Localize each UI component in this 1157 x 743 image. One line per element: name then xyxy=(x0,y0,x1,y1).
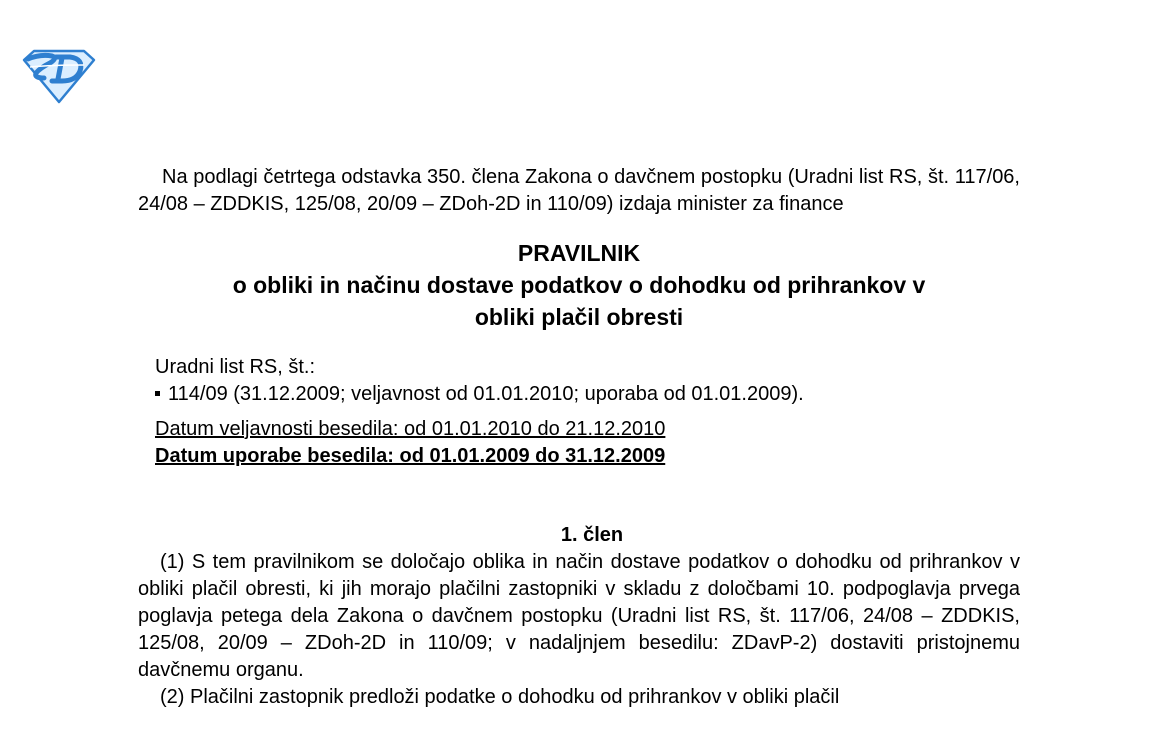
document-page xyxy=(138,164,1020,711)
gazette-item-text: 114/09 (31.12.2009; veljavnost od 01.01.2010; uporaba od 01.01.2009). xyxy=(168,383,804,405)
sd-logo-icon xyxy=(22,48,96,104)
gazette-section xyxy=(138,354,1020,408)
document-title xyxy=(138,237,1020,333)
intro-paragraph: Na podlagi četrtega odstavka 350. člena Zakona o davčnem postopku (Uradni list RS, št. 117/06, 24/08 – ZDDKIS, 125/08, 20/09 – ZDoh-2D in 110/09) izdaja minister za finance xyxy=(138,166,1020,215)
article-paragraph-1: (1) S tem pravilnikom se določajo oblika in način dostave podatkov o dohodku od prihrankov v obliki plačil obresti, ki jih morajo plačilni zastopniki v skladu z določbami 10. podpoglavja prvega poglavja petega dela Zakona o davčnem postopku (Uradni list RS, št. 117/06, 24/08 – ZDDKIS, 125/08, 20/09 – ZDoh-2D in 110/09; v nadaljnjem besedilu: ZDavP-2) dostaviti pristojnemu davčnemu organu. xyxy=(138,551,1020,681)
validity-date: Datum veljavnosti besedila: od 01.01.2010 do 21.12.2010 xyxy=(155,418,666,440)
title-line-1: PRAVILNIK xyxy=(517,240,641,266)
dates-section xyxy=(138,416,1020,470)
title-line-3: obliki plačil obresti xyxy=(474,304,684,330)
title-line-2: o obliki in načinu dostave podatkov o dohodku od prihrankov v xyxy=(232,272,926,298)
gazette-label: Uradni list RS, št.: xyxy=(155,356,316,378)
article-heading: 1. člen xyxy=(560,524,624,546)
bullet-icon xyxy=(155,391,160,396)
usage-date: Datum uporabe besedila: od 01.01.2009 do 31.12.2009 xyxy=(155,445,666,467)
gazette-item xyxy=(155,381,1020,408)
article-paragraph-2: (2) Plačilni zastopnik predloži podatke o dohodku od prihrankov v obliki plačil xyxy=(160,686,840,708)
